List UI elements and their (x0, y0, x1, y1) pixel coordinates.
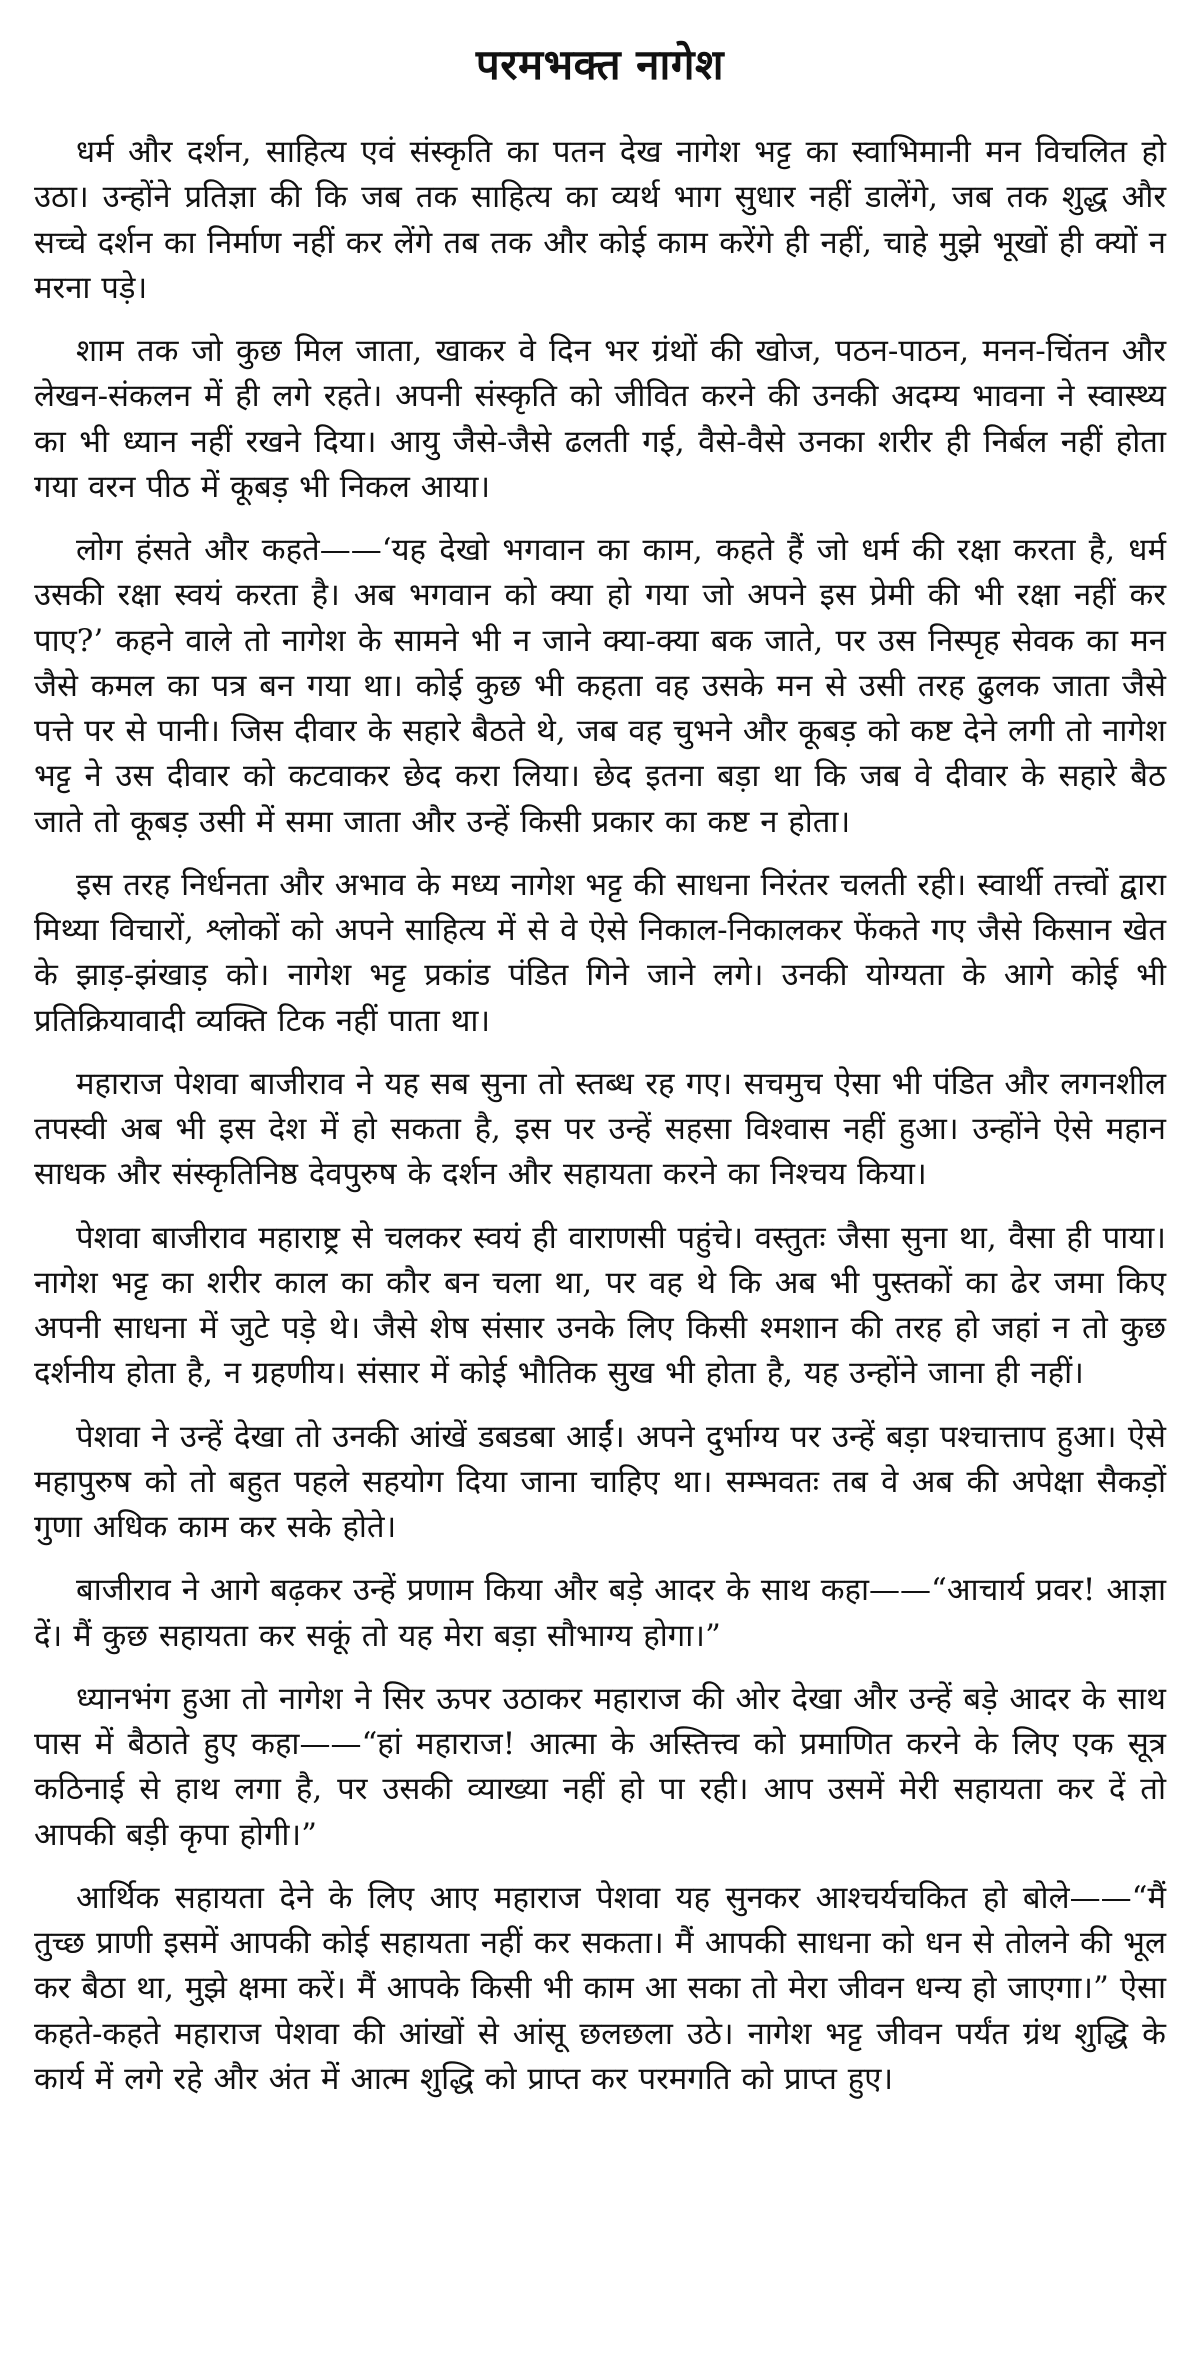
paragraph-3: लोग हंसते और कहते——‘यह देखो भगवान का काम, कहते हैं जो धर्म की रक्षा करता है, धर्म उसकी रक्षा स्वयं करता है। अब भगवान को क्या हो गया जो अपने इस प्रेमी की भी रक्षा नहीं कर पाए?’ कहने वाले तो नागेश के सामने भी न जाने क्या-क्या बक जाते, पर उस निस्पृह सेवक का मन जैसे कमल का पत्र बन गया था। कोई कुछ भी कहता वह उसके मन से उसी तरह ढुलक जाता जैसे पत्ते पर से पानी। जिस दीवार के सहारे बैठते थे, जब वह चुभने और कूबड़ को कष्ट देने लगी तो नागेश भट्ट ने उस दीवार को कटवाकर छेद करा लिया। छेद इतना बड़ा था कि जब वे दीवार के सहारे बैठ जाते तो कूबड़ उसी में समा जाता और उन्हें किसी प्रकार का कष्ट न होता। (34, 532, 1166, 840)
paragraph-6: पेशवा बाजीराव महाराष्ट्र से चलकर स्वयं ही वाराणसी पहुंचे। वस्तुतः जैसा सुना था, वैसा ही पाया। नागेश भट्ट का शरीर काल का कौर बन चला था, पर वह थे कि अब भी पुस्तकों का ढेर जमा किए अपनी साधना में जुटे पड़े थे। जैसे शेष संसार उनके लिए किसी श्मशान की तरह हो जहां न तो कुछ दर्शनीय होता है, न ग्रहणीय। संसार में कोई भौतिक सुख भी होता है, यह उन्होंने जाना ही नहीं। (34, 1219, 1166, 1392)
paragraph-8: बाजीराव ने आगे बढ़कर उन्हें प्रणाम किया और बड़े आदर के साथ कहा——“आचार्य प्रवर! आज्ञा दें। मैं कुछ सहायता कर सकूं तो यह मेरा बड़ा सौभाग्य होगा।” (34, 1572, 1166, 1654)
paragraph-1: धर्म और दर्शन, साहित्य एवं संस्कृति का पतन देख नागेश भट्ट का स्वाभिमानी मन विचलित हो उठा। उन्होंने प्रतिज्ञा की कि जब तक साहित्य का व्यर्थ भाग सुधार नहीं डालेंगे, जब तक शुद्ध और सच्चे दर्शन का निर्माण नहीं कर लेंगे तब तक और कोई काम करेंगे ही नहीं, चाहे मुझे भूखों ही क्यों न मरना पड़े। (34, 134, 1166, 306)
paragraph-10: आर्थिक सहायता देने के लिए आए महाराज पेशवा यह सुनकर आश्चर्यचकित हो बोले——“मैं तुच्छ प्राणी इसमें आपकी कोई सहायता नहीं कर सकता। मैं आपकी साधना को धन से तोलने की भूल कर बैठा था, मुझे क्षमा करें। मैं आपके किसी भी काम आ सका तो मेरा जीवन धन्य हो जाएगा।” ऐसा कहते-कहते महाराज पेशवा की आंखों से आंसू छलछला उठे। नागेश भट्ट जीवन पर्यंत ग्रंथ शुद्धि के कार्य में लगे रहे और अंत में आत्म शुद्धि को प्राप्त कर परमगति को प्राप्त हुए। (34, 1879, 1166, 2097)
paragraph-7: पेशवा ने उन्हें देखा तो उनकी आंखें डबडबा आईं। अपने दुर्भाग्य पर उन्हें बड़ा पश्चात्ताप हुआ। ऐसे महापुरुष को तो बहुत पहले सहयोग दिया जाना चाहिए था। सम्भवतः तब वे अब की अपेक्षा सैकड़ों गुणा अधिक काम कर सके होते। (34, 1418, 1166, 1546)
paragraph-4: इस तरह निर्धनता और अभाव के मध्य नागेश भट्ट की साधना निरंतर चलती रही। स्वार्थी तत्त्वों द्वारा मिथ्या विचारों, श्लोकों को अपने साहित्य में से वे ऐसे निकाल-निकालकर फेंकते गए जैसे किसान खेत के झाड़-झंखाड़ को। नागेश भट्ट प्रकांड पंडित गिने जाने लगे। उनकी योग्यता के आगे कोई भी प्रतिक्रियावादी व्यक्ति टिक नहीं पाता था। (34, 866, 1166, 1039)
page-title: परमभक्त नागेश (475, 40, 725, 89)
paragraph-9: ध्यानभंग हुआ तो नागेश ने सिर ऊपर उठाकर महाराज की ओर देखा और उन्हें बड़े आदर के साथ पास में बैठाते हुए कहा——“हां महाराज! आत्मा के अस्तित्त्व को प्रमाणित करने के लिए एक सूत्र कठिनाई से हाथ लगा है, पर उसकी व्याख्या नहीं हो पा रही। आप उसमें मेरी सहायता कर दें तो आपकी बड़ी कृपा होगी।” (34, 1680, 1166, 1853)
paragraph-5: महाराज पेशवा बाजीराव ने यह सब सुना तो स्तब्ध रह गए। सचमुच ऐसा भी पंडित और लगनशील तपस्वी अब भी इस देश में हो सकता है, इस पर उन्हें सहसा विश्वास नहीं हुआ। उन्होंने ऐसे महान साधक और संस्कृतिनिष्ठ देवपुरुष के दर्शन और सहायता करने का निश्चय किया। (34, 1065, 1166, 1193)
paragraph-2: शाम तक जो कुछ मिल जाता, खाकर वे दिन भर ग्रंथों की खोज, पठन-पाठन, मनन-चिंतन और लेखन-संकलन में ही लगे रहते। अपनी संस्कृति को जीवित करने की उनकी अदम्य भावना ने स्वास्थ्य का भी ध्यान नहीं रखने दिया। आयु जैसे-जैसे ढलती गई, वैसे-वैसे उनका शरीर ही निर्बल नहीं होता गया वरन पीठ में कूबड़ भी निकल आया। (34, 333, 1166, 505)
